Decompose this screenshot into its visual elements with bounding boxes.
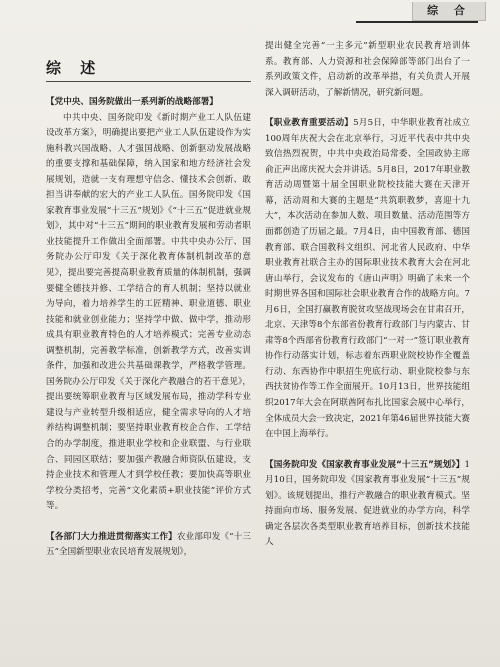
article-departments (46, 530, 251, 561)
article-paragraph (265, 458, 470, 551)
article-departments-continued (265, 39, 470, 101)
article-vocational-events (265, 116, 470, 442)
article-body: 5月5日，中华职业教育社成立100周年庆祝大会在北京举行，习近平代表中共中央致信热烈祝贺，中共中央政治局常委、全国政协主席俞正声出席庆祝大会并讲话。5月8日，2017年职业教育活动周暨第十届全国职业院校技能大赛在天津开幕，活动周和大赛的主题是“共筑职教梦，喜迎十九大”，本次活动在参加人数、项目数量、活动范围等方面都创造了历届之最。7月4日，由中国教育部、德国教育部、联合国教科文组织、河北省人民政府、中华职业教育社联合主办的国际职业技术教育大会在河北唐山举行，会议发布的《唐山声明》明确了未来一个时期世界各国和国际社会职业教育合作的战略方向。7月6日，全国打赢教育脱贫攻坚战现场会在甘肃召开，北京、天津等8个东部省份教育行政部门与内蒙古、甘肃等8个西部省份教育行政部门“一对一”签订职业教育协作行动落实计划，标志着东西职业院校协作全覆盖行动、东西协作中职招生兜底行动、职业院校参与东西扶贫协作等工作全面展开。10月13日，世界技能组织2017年大会在阿联酋阿布扎比国家会展中心举行，全体成员大会一致决定，2021年第46届世界技能大赛在中国上海举行。 (265, 118, 470, 440)
article-heading: 【各部门大力推进贯彻落实工作】 (46, 531, 177, 542)
section-tab: 综 合 (412, 2, 486, 21)
article-paragraph (46, 530, 251, 561)
article-body: 农业部印发《“十三五”全国新型职业农民培育发展规划》， (46, 531, 251, 558)
header-rule (356, 21, 478, 23)
title-rule (46, 81, 251, 82)
article-strategic-deployment (46, 95, 251, 515)
article-heading: 【党中央、国务院做出一系列新的战略部署】 (46, 97, 218, 107)
right-column (265, 39, 470, 566)
article-body: 提出健全完善“一主多元”新型职业农民教育培训体系。教育部、人力资源和社会保障部等部门出台了一系列政策文件，启动新的改革举措，有关负责人开展深入调研活动，了解新情况，研究新问题。 (265, 41, 470, 98)
left-column (46, 95, 251, 576)
article-heading: 【国务院印发《国家教育事业发展“十三五”规划》】 (265, 459, 465, 470)
article-heading: 【职业教育重要活动】 (265, 118, 354, 129)
article-education-plan (265, 458, 470, 551)
article-body: 1月10日，国务院印发《国家教育事业发展“十三五”规划》。该规划提出，推行产教融合的职业教育模式。坚持面向市场、服务发展、促进就业的办学方向，科学确定各层次各类型职业教育培养目标，创新技术技能人 (265, 459, 470, 548)
article-paragraph (265, 116, 470, 442)
section-title: 综 述 (46, 59, 103, 77)
article-body: 中共中央、国务院印发《新时期产业工人队伍建设改革方案》，明确提出要把产业工人队伍建设作为实施科教兴国战略、人才强国战略、创新驱动发展战略的重要支撑和基础保障，纳入国家和地方经济社会发展规划，造就一支有理想守信念、懂技术会创新、敢担当讲奉献的宏大的产业工人队伍。国务院印发《国家教育事业发展“十三五”规划》《“十三五”促进就业规划》，其中对“十三五”期间的职业教育发展和劳动者职业技能提升工作做出全面部署。中共中央办公厅、国务院办公厅印发《关于深化教育体制机制改革的意见》，提出要完善提高职业教育质量的体制机制，强调要健全德技并修、工学结合的育人机制；坚持以就业为导向，着力培养学生的工匠精神、职业道德、职业技能和就业创业能力；坚持学中做、做中学，推动形成具有职业教育特色的人才培养模式；完善专业动态调整机制，完善教学标准，创新教学方式，改善实训条件，加强和改进公共基础课教学，严格教学管理。国务院办公厅印发《关于深化产教融合的若干意见》，提出要统筹职业教育与区域发展布局，推动学科专业建设与产业转型升级相适应，健全需求导向的人才培养结构调整机制；要坚持职业教育校企合作、工学结合的办学制度，推进职业学校和企业联盟、与行业联合、同园区联结；要加强产教融合师资队伍建设，支持企业技术和管理人才到学校任教；要加快高等职业学校分类招考，完善“文化素质+职业技能”评价方式等。 (46, 112, 251, 512)
